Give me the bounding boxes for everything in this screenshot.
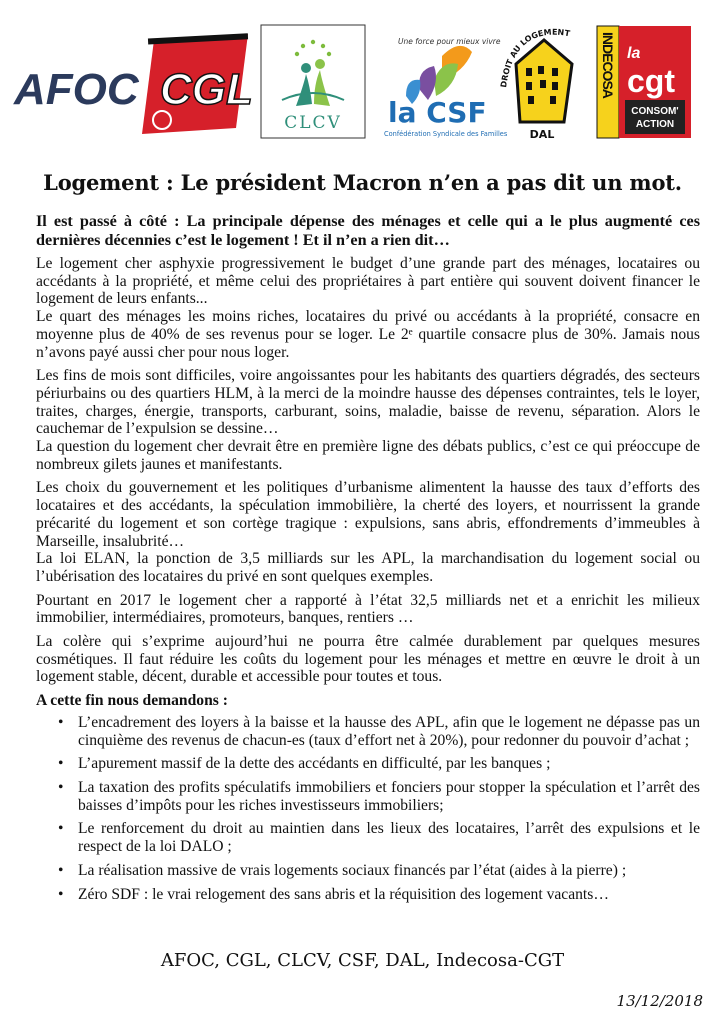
clcv-wordmark: CLCV [284, 113, 342, 133]
csf-tagline: Une force pour mieux vivre [398, 37, 501, 46]
list-item [58, 862, 700, 880]
signatories: AFOC, CGL, CLCV, CSF, DAL, Indecosa-CGT [160, 950, 565, 971]
bullet-icon: • [58, 755, 64, 773]
document-body [36, 212, 700, 909]
paragraph-block [36, 633, 700, 686]
lead-paragraph: Il est passé à côté : La principale dépense des ménages et celle qui a le plus augmenté ces dernières décennies c’est le logement ! Et il n’en a rien dit… [36, 212, 700, 249]
list-item [58, 755, 700, 773]
afoc-wordmark: AFOC [14, 65, 139, 114]
paragraph: Le quart des ménages les moins riches, locataires du privé ou accédants à la propriété, consacre en moyenne plus de 40% de ses revenus pour se loger. Le 2ᵉ quartile consacre plus de 30%. Jamais nous n’avons payé aussi cher pour nous loger. [36, 308, 700, 361]
list-item [58, 779, 700, 814]
paragraph: La loi ELAN, la ponction de 3,5 milliards sur les APL, la marchandisation du logement social ou l’ubérisation des locataires du privé en sont quelques exemples. [36, 550, 700, 585]
bullet-icon: • [58, 713, 64, 731]
bullet-icon: • [58, 861, 64, 879]
demands-heading: A cette fin nous demandons : [36, 692, 228, 710]
csf-subtitle: Confédération Syndicale des Familles [384, 130, 508, 138]
list-item [58, 886, 700, 904]
paragraph-block [36, 479, 700, 585]
cgt-wordmark: cgt [627, 63, 675, 99]
logo-row [12, 18, 712, 143]
cgl-wordmark: CGL [160, 65, 253, 114]
bullet-icon: • [58, 820, 64, 838]
paragraph: Pourtant en 2017 le logement cher a rapporté à l’état 32,5 milliards net et a enrichit les milieux immobilier, intermédiaires, promoteurs, banques, rentiers … [36, 591, 700, 627]
document-date: 13/12/2018 [616, 992, 703, 1010]
list-item-text: La réalisation massive de vrais logements sociaux financés par l’état (aides à la pierre) ; [78, 861, 627, 879]
bullet-icon: • [58, 885, 64, 903]
list-item-text: Le renforcement du droit au maintien dans les lieux des locataires, l’arrêt des expulsions et le respect de la loi DALO ; [78, 820, 700, 856]
paragraph-block [36, 592, 700, 627]
afoc-logo [12, 58, 139, 118]
list-item-text: L’apurement massif de la dette des accédants en difficulté, par les banques ; [78, 755, 551, 773]
list-item-text: Zéro SDF : le vrai relogement des sans abris et la réquisition des logement vacants… [78, 885, 609, 903]
paragraph: Les choix du gouvernement et les politiques d’urbanisme alimentent la hausse des taux d’efforts des locataires et des accédants, la spéculation immobilière, la cherté des loyers, et nourrissent la grande précarité du logement et son cortège tragique : expulsions, sans abris, effondrements d’immeubles à Marseille, insalubrité… [36, 479, 700, 550]
dal-logo [494, 18, 584, 143]
paragraph: Le logement cher asphyxie progressivement le budget d’une grande part des ménages, locataires ou accédants à la propriété, et même celui des propriétaires à part entière qui souvent doivent financer le logement de leurs enfants... [36, 255, 700, 308]
indecosa-cgt-logo [597, 26, 693, 141]
dal-arc-path-text: DROIT AU LOGEMENT [499, 27, 571, 89]
demands-list [36, 714, 700, 903]
cgt-consom: CONSOM' [631, 106, 679, 117]
cgt-action: ACTION [635, 119, 675, 130]
paragraph: La colère qui s’exprime aujourd’hui ne pourra être calmée durablement par quelques mesures cosmétiques. Il faut réduire les coûts du logement pour les ménages et mettre en œuvre le droit à un logement stable, décent, durable et accessible pour toutes et tous. [36, 633, 700, 686]
paragraph-block [36, 367, 700, 473]
list-item [58, 820, 700, 855]
document-title: Logement : Le président Macron n’en a pas dit un mot. [43, 170, 682, 195]
csf-wordmark: la CSF [388, 96, 487, 129]
cgl-logo [136, 32, 251, 142]
dal-wordmark: DAL [529, 128, 555, 141]
csf-logo [376, 30, 508, 142]
paragraph: La question du logement cher devrait être en première ligne des débats publics, c’est ce qui préoccupe de nombreux gilets jaunes et manifestants. [36, 438, 700, 473]
bullet-icon: • [58, 778, 64, 796]
paragraph: Les fins de mois sont difficiles, voire angoissantes pour les habitants des quartiers dégradés, des secteurs périurbains ou des quartiers HLM, à la merci de la moindre hausse des dépenses contraintes, tels le loyer, traites, charges, énergie, transports, carburant, soins, maladie, baisse de revenu, séparation. Alors le cauchemar de l’expulsion se dessine… [36, 367, 700, 438]
list-item [58, 714, 700, 749]
clcv-logo [260, 24, 366, 139]
list-item-text: La taxation des profits spéculatifs immobiliers et fonciers pour stopper la spéculation et l’arrêt des baisses d’impôts pour les riches investisseurs immobiliers; [78, 778, 700, 814]
paragraph-block [36, 255, 700, 361]
indecosa-wordmark: INDECOSA [600, 32, 616, 98]
list-item-text: L’encadrement des loyers à la baisse et la hausse des APL, afin que le logement ne dépasse pas un cinquième des revenus de chacun-es (taux d’effort net à 20%), pour redonner du pouvoir d’achat ; [78, 713, 700, 749]
cgt-la: la [627, 45, 641, 62]
